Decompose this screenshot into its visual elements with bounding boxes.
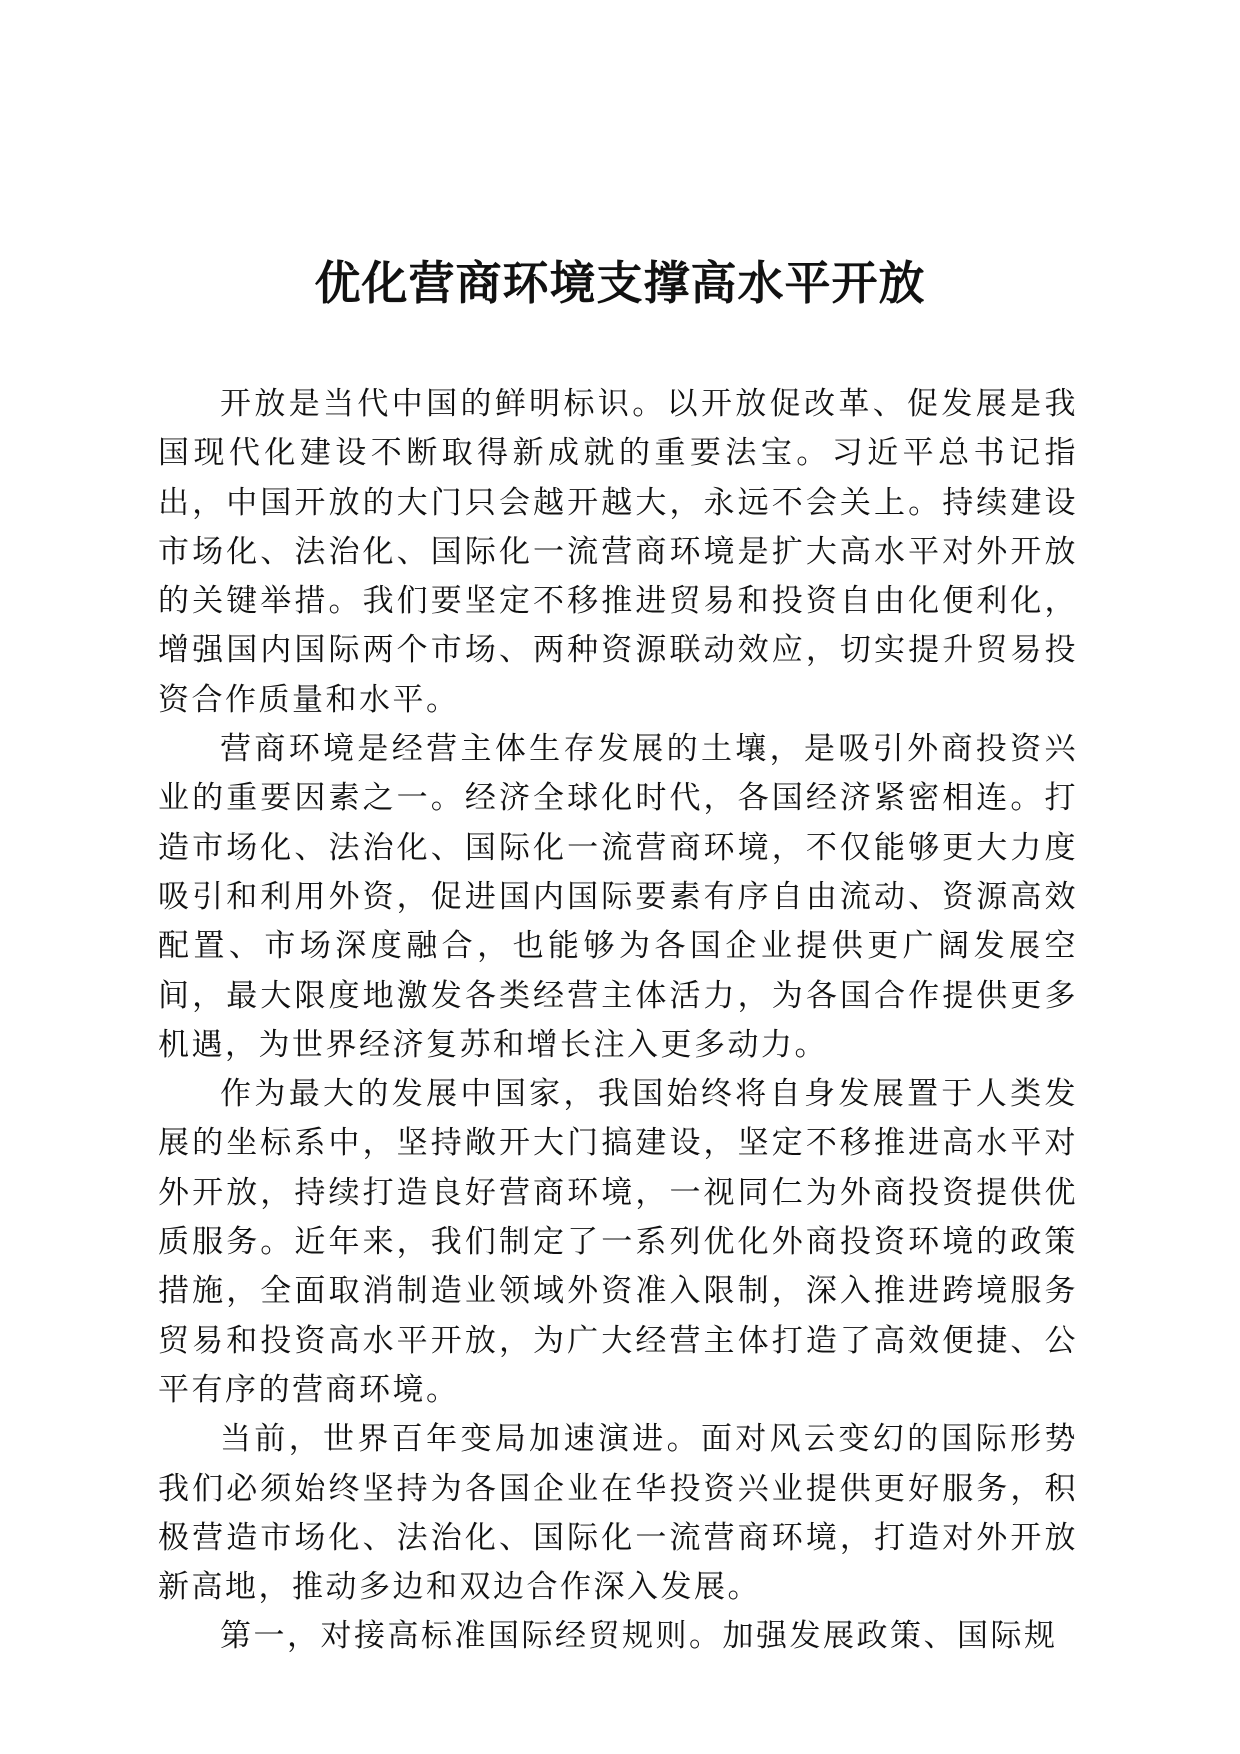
paragraph-3: 作为最大的发展中国家，我国始终将自身发展置于人类发展的坐标系中，坚持敞开大门搞建设，坚定不移推进高水平对外开放，持续打造良好营商环境，一视同仁为外商投资提供优质服务。近年来，我们制定了一系列优化外商投资环境的政策措施，全面取消制造业领域外资准入限制，深入推进跨境服务贸易和投资高水平开放，为广大经营主体打造了高效便捷、公平有序的营商环境。 — [158, 1076, 1078, 1408]
document-body — [158, 380, 1078, 1662]
document-title: 优化营商环境支撑高水平开放 — [314, 256, 926, 310]
paragraph-5: 第一，对接高标准国际经贸规则。加强发展政策、国际规 — [220, 1618, 1058, 1655]
paragraph-2: 营商环境是经营主体生存发展的土壤，是吸引外商投资兴业的重要因素之一。经济全球化时代，各国经济紧密相连。打造市场化、法治化、国际化一流营商环境，不仅能够更大力度吸引和利用外资，促进国内国际要素有序自由流动、资源高效配置、市场深度融合，也能够为各国企业提供更广阔发展空间，最大限度地激发各类经营主体活力，为各国合作提供更多机遇，为世界经济复苏和增长注入更多动力。 — [158, 731, 1078, 1063]
paragraph-1: 开放是当代中国的鲜明标识。以开放促改革、促发展是我国现代化建设不断取得新成就的重要法宝。习近平总书记指出，中国开放的大门只会越开越大，永远不会关上。持续建设市场化、法治化、国际化一流营商环境是扩大高水平对外开放的关键举措。我们要坚定不移推进贸易和投资自由化便利化，增强国内国际两个市场、两种资源联动效应，切实提升贸易投资合作质量和水平。 — [158, 386, 1078, 718]
paragraph-4: 当前，世界百年变局加速演进。面对风云变幻的国际形势我们必须始终坚持为各国企业在华投资兴业提供更好服务，积极营造市场化、法治化、国际化一流营商环境，打造对外开放新高地，推动多边和双边合作深入发展。 — [158, 1421, 1078, 1606]
